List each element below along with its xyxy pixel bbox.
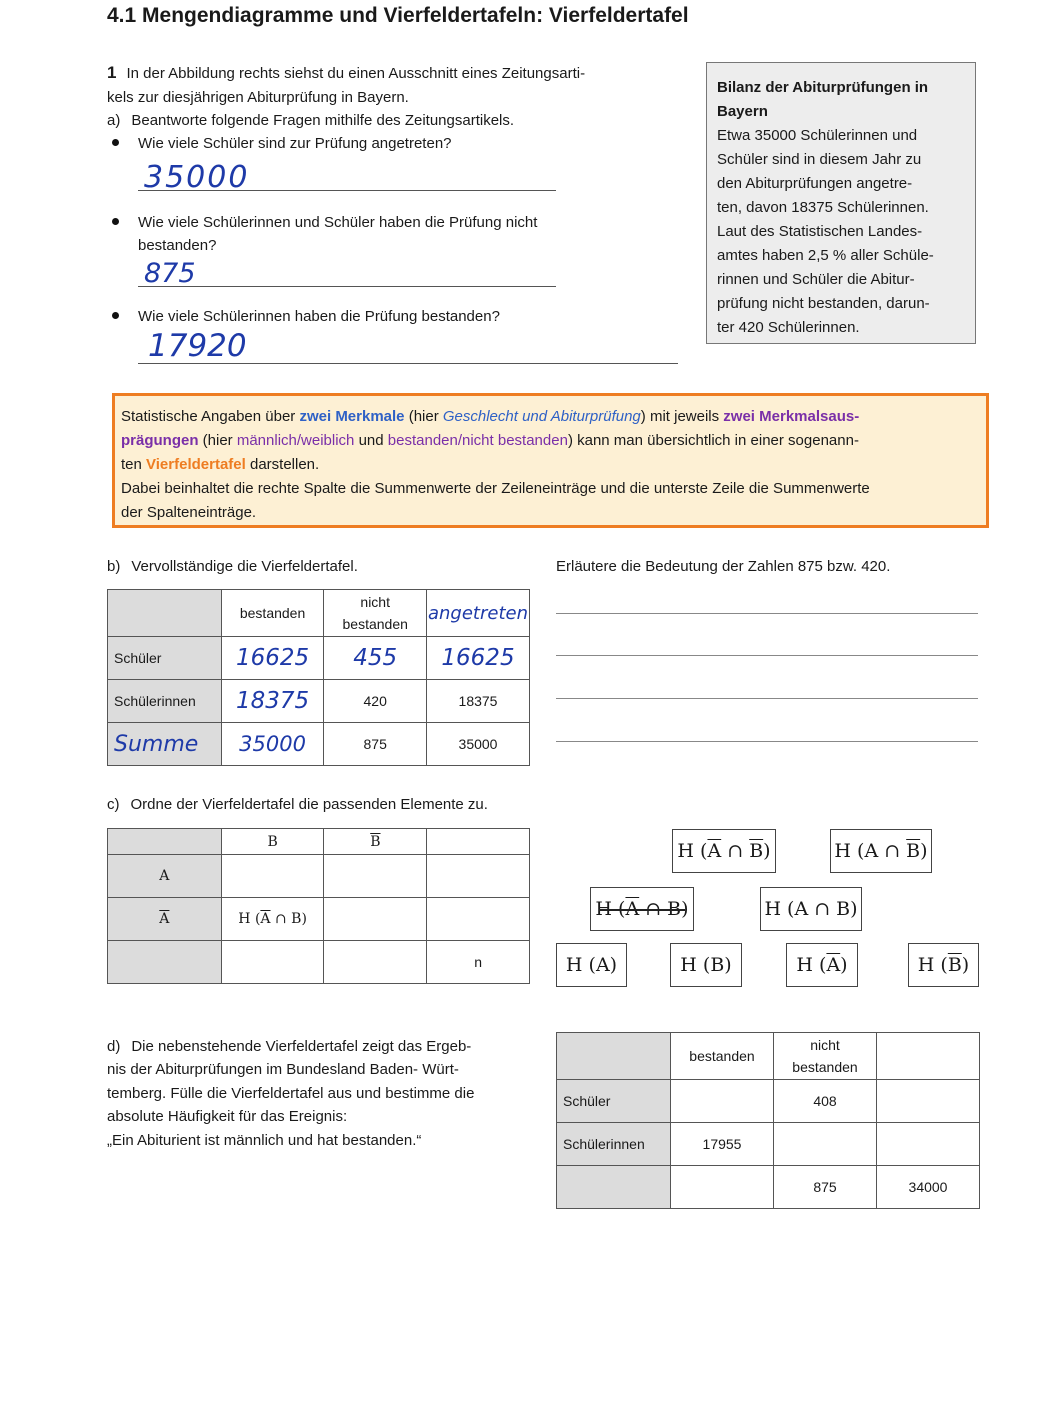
article-line: ter 420 Schülerinnen. [717, 319, 860, 336]
bullet [112, 139, 119, 146]
handwritten-value: 35000 [239, 732, 306, 756]
formula-part: ∩ [721, 840, 750, 862]
info-box [112, 393, 989, 528]
info-text: Statistische Angaben über [121, 408, 300, 425]
info-line [121, 453, 986, 477]
answer-line [556, 613, 978, 614]
row-header-summe[interactable] [108, 723, 222, 766]
contingency-table-d [556, 1032, 980, 1209]
row-header-schueler: Schüler [557, 1080, 671, 1123]
table-cell: 875 [774, 1166, 877, 1209]
table-cell[interactable] [324, 637, 427, 680]
subtask-a [107, 109, 514, 132]
formula-part: H ( [595, 898, 626, 920]
col-header-angetreten[interactable] [427, 590, 530, 637]
header-line: nicht [810, 1037, 840, 1053]
table-cell[interactable] [427, 637, 530, 680]
article-title-line2: Bayern [717, 103, 768, 120]
page-title: 4.1 Mengendiagramme und Vierfeldertafeln: Vierfeldertafel [107, 4, 689, 27]
table-cell: 408 [774, 1080, 877, 1123]
complement-symbol: $\overline{B}$ [370, 833, 381, 850]
chip-H-Abar-and-B-used[interactable] [590, 887, 694, 931]
table-cell[interactable] [221, 723, 324, 766]
table-cell: 17955 [671, 1123, 774, 1166]
info-example: bestanden/nicht bestanden [387, 432, 568, 449]
info-text: darstellen. [245, 456, 320, 473]
info-example: männlich/weiblich [236, 432, 355, 449]
subtask-d-line2: nis der Abiturprüfungen im Bundesland Baden- Würt- [107, 1061, 459, 1078]
info-keyword-merkmale: zwei Merkmale [299, 408, 405, 425]
answer-3-handwritten[interactable]: 17920 [148, 328, 247, 364]
task-number: 1 [107, 63, 117, 82]
formula-part: ) [961, 954, 970, 976]
table-cell[interactable] [324, 941, 427, 984]
table-cell[interactable] [427, 829, 530, 855]
subtask-b [107, 555, 358, 578]
newspaper-article [706, 62, 976, 344]
subtask-d-line4: absolute Häufigkeit für das Ereignis: [107, 1108, 348, 1125]
contingency-table-b [107, 589, 530, 766]
row-header-schueler: Schüler [108, 637, 222, 680]
chip-H-A[interactable] [556, 943, 627, 987]
answer-line [556, 741, 978, 742]
formula-part: $\overline{B}$ [947, 954, 962, 976]
table-cell[interactable] [324, 898, 427, 941]
formula-part: ∩ B) [270, 911, 307, 927]
complement-symbol: $\overline{A}$ [159, 911, 170, 927]
info-keyword-auspraegungen: prägungen [121, 432, 199, 449]
info-text: und [354, 432, 388, 449]
question-1: Wie viele Schüler sind zur Prüfung angetreten? [138, 135, 452, 152]
table-cell[interactable] [221, 855, 324, 898]
info-line [121, 405, 986, 429]
subtask-b-text: Vervollständige die Vierfeldertafel. [131, 558, 358, 575]
table-cell: 34000 [877, 1166, 980, 1209]
article-title-line1: Bilanz der Abiturprüfungen in [717, 79, 929, 96]
table-cell[interactable] [221, 898, 324, 941]
col-header-B: B [221, 829, 324, 855]
article-line: rinnen und Schüler die Abitur- [717, 271, 915, 288]
subtask-d-text: Die nebenstehende Vierfeldertafel zeigt das Ergeb- [131, 1038, 472, 1055]
header-line: nicht [360, 594, 390, 610]
formula-part: $\overline{A}$ [707, 840, 722, 862]
question-3: Wie viele Schülerinnen haben die Prüfung bestanden? [138, 308, 500, 325]
row-header-A: A [108, 855, 222, 898]
article-line: Schüler sind in diesem Jahr zu [717, 151, 922, 168]
table-cell[interactable] [671, 1166, 774, 1209]
table-cell-n: n [427, 941, 530, 984]
info-text: ) mit jeweils [640, 408, 724, 425]
table-cell[interactable] [877, 1080, 980, 1123]
info-text: ) kann man übersichtlich in einer sogenann- [567, 432, 859, 449]
formula-part: H ( [796, 954, 827, 976]
table-cell[interactable] [877, 1033, 980, 1080]
info-example: Geschlecht und Abiturprüfung [442, 408, 641, 425]
table-cell: 35000 [427, 723, 530, 766]
subtask-d-line1 [107, 1035, 471, 1058]
row-header-schuelerinnen: Schülerinnen [108, 680, 222, 723]
formula-part: ) [840, 954, 848, 976]
formula-part: H (A) [565, 954, 618, 976]
article-line: prüfung nicht bestanden, darun- [717, 295, 930, 312]
subtask-d-line3: temberg. Fülle die Vierfeldertafel aus und bestimme die [107, 1085, 475, 1102]
formula-part: H (A ∩ B) [764, 898, 858, 920]
formula-part: ) [920, 840, 928, 862]
subtask-d-label: d) [107, 1038, 121, 1055]
table-cell [108, 941, 222, 984]
subtask-b-question: Erläutere die Bedeutung der Zahlen 875 bzw. 420. [556, 558, 891, 575]
col-header-B-bar [324, 829, 427, 855]
handwritten-value: 16625 [441, 645, 515, 671]
answer-line [138, 190, 556, 191]
article-line: den Abiturprüfungen angetre- [717, 175, 913, 192]
task1-intro-line2: kels zur diesjährigen Abiturprüfung in Bayern. [107, 89, 409, 106]
info-line: der Spalteneinträge. [121, 504, 257, 521]
article-line: Etwa 35000 Schülerinnen und [717, 127, 918, 144]
chip-H-Bbar[interactable] [908, 943, 979, 987]
subtask-c-text: Ordne der Vierfeldertafel die passenden Elemente zu. [130, 796, 488, 813]
row-header-schuelerinnen: Schülerinnen [557, 1123, 671, 1166]
answer-2-handwritten[interactable]: 875 [144, 258, 196, 289]
strike-through [599, 909, 685, 911]
table-cell: 875 [324, 723, 427, 766]
answer-1-handwritten[interactable]: 35000 [144, 160, 250, 195]
chip-H-Abar[interactable] [786, 943, 858, 987]
col-header-bestanden: bestanden [221, 590, 324, 637]
table-cell[interactable] [427, 855, 530, 898]
table-cell[interactable] [877, 1123, 980, 1166]
question-2-line1: Wie viele Schülerinnen und Schüler haben die Prüfung nicht [138, 214, 538, 231]
formula-part: ) [763, 840, 771, 862]
handwritten-value: 455 [353, 645, 398, 671]
row-header-A-bar [108, 898, 222, 941]
chip-H-A-and-Bbar[interactable] [830, 829, 932, 873]
contingency-table-c [107, 828, 530, 984]
info-text: ten [121, 456, 147, 473]
article-line: amtes haben 2,5 % aller Schüle- [717, 247, 934, 264]
chip-H-A-and-B[interactable] [760, 887, 862, 931]
bullet [112, 218, 119, 225]
subtask-a-text: Beantworte folgende Fragen mithilfe des Zeitungsartikels. [131, 112, 515, 129]
table-corner [108, 829, 222, 855]
handwritten-header: angetreten [427, 602, 528, 624]
formula-part: $\overline{A}$ [260, 911, 271, 927]
answer-line [138, 286, 556, 287]
article-line: ten, davon 18375 Schülerinnen. [717, 199, 929, 216]
table-cell[interactable] [221, 680, 324, 723]
table-cell: 18375 [427, 680, 530, 723]
formula-part: ∩ B) [639, 898, 689, 920]
table-cell[interactable] [324, 855, 427, 898]
answer-line [556, 698, 978, 699]
intro-text: In der Abbildung rechts siehst du einen Ausschnitt eines Zeitungsarti- [126, 65, 586, 82]
formula-part: $\overline{B}$ [906, 840, 921, 862]
info-keyword-auspraegungen: zwei Merkmalsaus- [723, 408, 860, 425]
formula-part: $\overline{B}$ [749, 840, 764, 862]
table-corner [557, 1033, 671, 1080]
info-keyword-vierfeldertafel: Vierfeldertafel [146, 456, 246, 473]
table-cell[interactable] [221, 637, 324, 680]
header-line: bestanden [792, 1059, 858, 1075]
answer-line [556, 655, 978, 656]
table-cell[interactable] [427, 898, 530, 941]
col-header-bestanden: bestanden [671, 1033, 774, 1080]
bullet [112, 312, 119, 319]
answer-line [138, 363, 678, 364]
table-cell[interactable] [774, 1123, 877, 1166]
col-header-nicht-bestanden [774, 1033, 877, 1080]
subtask-d-line5: „Ein Abiturient ist männlich und hat bestanden.“ [107, 1132, 422, 1149]
handwritten-value: 16625 [235, 645, 310, 671]
subtask-a-label: a) [107, 112, 121, 129]
subtask-c-label: c) [107, 796, 120, 813]
formula-part: H ( [238, 911, 261, 927]
subtask-c [107, 793, 488, 816]
table-cell[interactable] [221, 941, 324, 984]
formula-part: H (A ∩ [834, 840, 907, 862]
subtask-b-label: b) [107, 558, 121, 575]
chip-H-B[interactable] [670, 943, 742, 987]
info-text: (hier [198, 432, 237, 449]
table-cell: 420 [324, 680, 427, 723]
formula-part: $\overline{A}$ [826, 954, 841, 976]
info-line [121, 429, 986, 453]
handwritten-value: 18375 [235, 688, 310, 714]
formula-part: $\overline{A}$ [625, 898, 640, 920]
handwritten-label: Summe [114, 731, 199, 757]
info-line: Dabei beinhaltet die rechte Spalte die Summenwerte der Zeileneinträge und die unterste Zeile die Summenwerte [121, 480, 870, 497]
info-text: (hier [404, 408, 443, 425]
header-line: bestanden [342, 616, 408, 632]
task1-intro-line1 [107, 61, 585, 85]
col-header-nicht-bestanden [324, 590, 427, 637]
formula-part: H ( [917, 954, 948, 976]
question-2-line2: bestanden? [138, 237, 217, 254]
table-cell [557, 1166, 671, 1209]
chip-H-Abar-and-Bbar[interactable] [672, 829, 776, 873]
table-cell[interactable] [671, 1080, 774, 1123]
formula-part: H ( [677, 840, 708, 862]
article-line: Laut des Statistischen Landes- [717, 223, 923, 240]
table-corner [108, 590, 222, 637]
formula-part: H (B) [680, 954, 732, 976]
